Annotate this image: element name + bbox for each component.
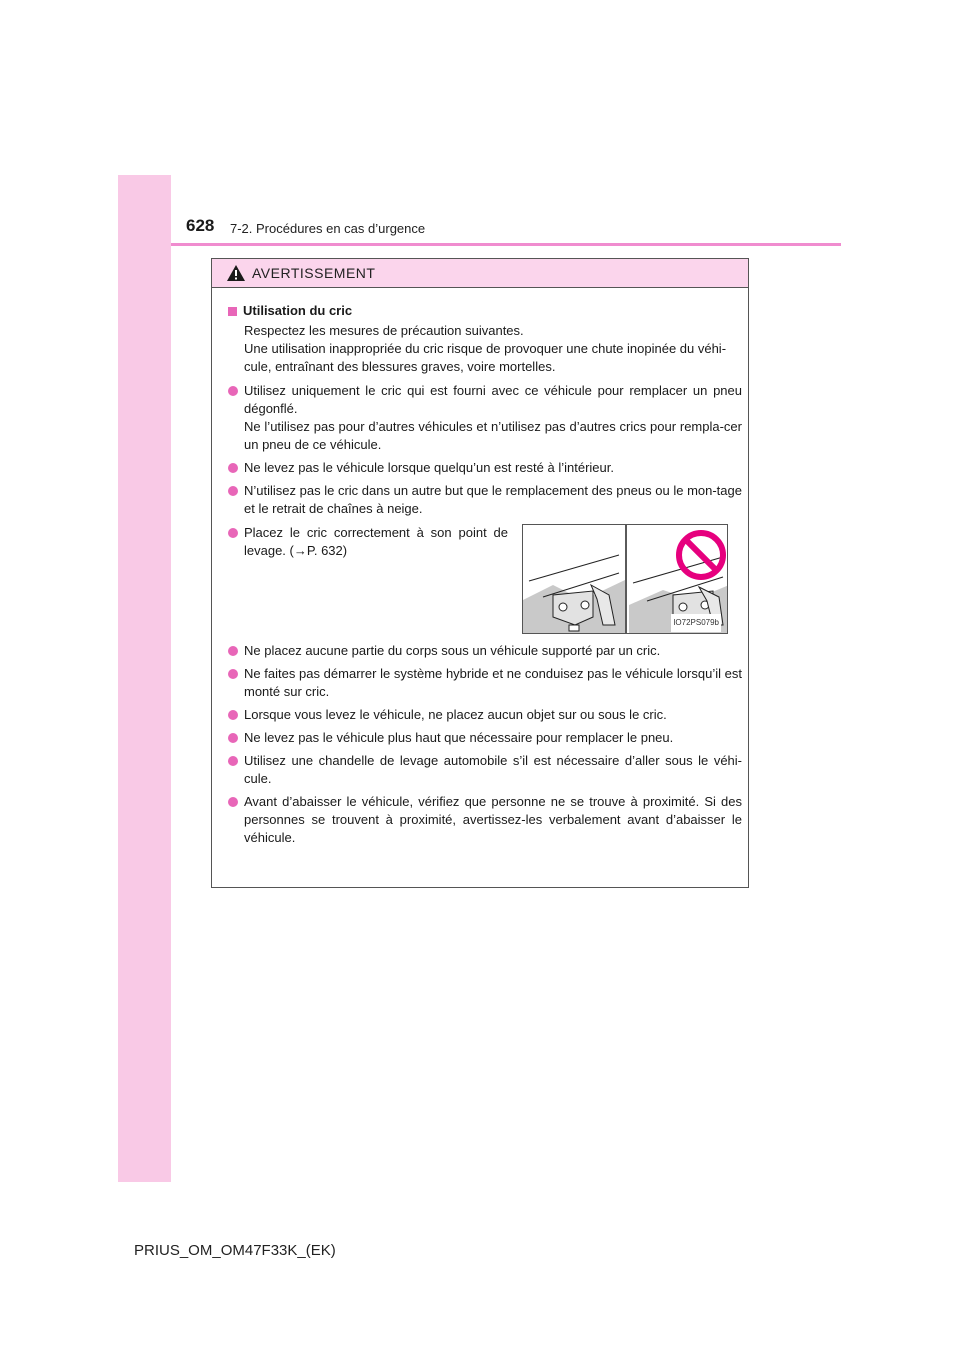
bullet-dot-icon: [228, 669, 238, 679]
intro-line: Respectez les mesures de précaution suivantes.: [244, 323, 524, 338]
list-item: [228, 524, 508, 629]
bullet-dot-icon: [228, 710, 238, 720]
intro-line: Une utilisation inappropriée du cric risque de provoquer une chute inopinée du véhi-cule, entraînant des blessures graves, voire mortelles.: [244, 341, 727, 374]
item-line: N’utilisez pas le cric dans un autre but que le remplacement des pneus ou le mon-tage et le retrait de chaînes à neige.: [244, 483, 742, 516]
bullet-dot-icon: [228, 797, 238, 807]
sub-heading: [228, 302, 742, 320]
bullet-dot-icon: [228, 733, 238, 743]
item-text: Placez le cric correctement à son point de levage. (→P. 632): [244, 525, 508, 558]
figure-row: [228, 524, 742, 634]
bullet-dot-icon: [228, 756, 238, 766]
warning-box: [211, 258, 749, 888]
bullet-dot-icon: [228, 528, 238, 538]
section-title: 7-2. Procédures en cas d’urgence: [230, 221, 426, 236]
bullet-dot-icon: [228, 386, 238, 396]
list-item: [228, 793, 742, 847]
square-bullet-icon: [228, 307, 237, 316]
warning-header: [212, 259, 748, 288]
bullet-dot-icon: [228, 486, 238, 496]
intro: [228, 322, 742, 376]
warning-title: AVERTISSEMENT: [252, 265, 376, 281]
figure-code: IO72PS079b: [671, 614, 721, 632]
list-item: [228, 706, 742, 724]
bullet-dot-icon: [228, 646, 238, 656]
list-item: [228, 382, 742, 454]
item-text: Ne placez aucune partie du corps sous un véhicule supporté par un cric.: [244, 643, 661, 658]
list-item: [228, 752, 742, 788]
warning-body: [212, 288, 748, 847]
list-item: [228, 482, 742, 518]
item-text: Ne faites pas démarrer le système hybride et ne conduisez pas le véhicule lorsqu’il est monté sur cric.: [244, 666, 742, 699]
page-number: 628: [186, 216, 215, 235]
item-line: Ne l’utilisez pas pour d’autres véhicules et n’utilisez pas d’autres crics pour rempla-cer un pneu de ce véhicule.: [244, 419, 742, 452]
bullet-dot-icon: [228, 463, 238, 473]
item-text: Utilisez une chandelle de levage automobile s’il est nécessaire d’aller sous le véhi-cule.: [244, 753, 742, 786]
footer-doc-code: PRIUS_OM_OM47F33K_(EK): [134, 1242, 336, 1259]
item-text: Avant d’abaisser le véhicule, vérifiez que personne ne se trouve à proximité. Si des personnes se trouvent à proximité, avertissez-les verbalement avant d’abaisser le véhicule.: [244, 794, 742, 845]
item-text: [244, 382, 742, 454]
item-text: Lorsque vous levez le véhicule, ne placez aucun objet sur ou sous le cric.: [244, 707, 667, 722]
item-line: Ne levez pas le véhicule lorsque quelqu’un est resté à l’intérieur.: [244, 460, 614, 475]
list-item: [228, 642, 742, 660]
list-item: [228, 459, 742, 477]
item-text: [244, 482, 742, 518]
item-text: [244, 459, 742, 477]
jack-point-figure: [522, 524, 728, 634]
list-item: [228, 729, 742, 747]
warning-triangle-icon: [226, 264, 246, 282]
item-line: Utilisez uniquement le cric qui est fourni avec ce véhicule pour remplacer un pneu dégonflé.: [244, 383, 742, 416]
sub-heading-text: Utilisation du cric: [243, 303, 353, 318]
list-item: [228, 665, 742, 701]
item-text: Ne levez pas le véhicule plus haut que nécessaire pour remplacer le pneu.: [244, 730, 674, 745]
side-band: [118, 175, 171, 1182]
header-rule: [171, 243, 841, 246]
